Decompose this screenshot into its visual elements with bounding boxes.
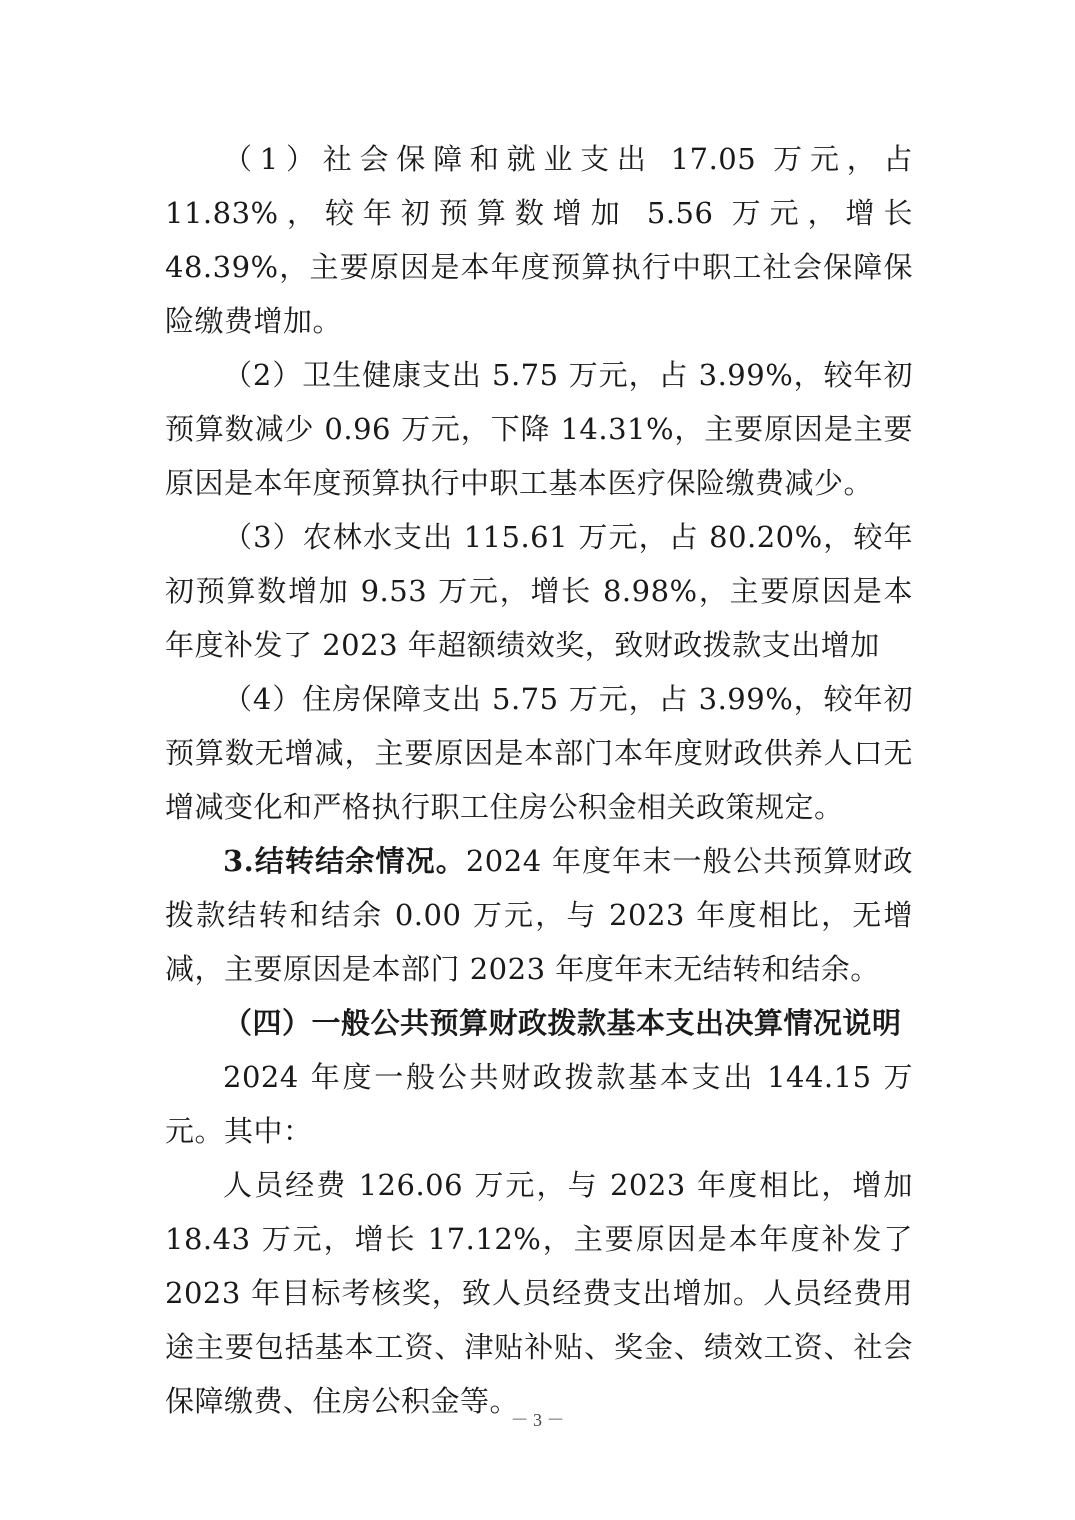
- paragraph-text: （4）住房保障支出 5.75 万元，占 3.99%，较年初预算数无增减，主要原因是本部门本年度财政供养人口无增减变化和严格执行职工住房公积金相关政策规定。: [165, 682, 913, 824]
- paragraph-social-security: [165, 132, 913, 348]
- page-number: － 3 －: [510, 1410, 565, 1430]
- paragraph-housing: [165, 672, 913, 834]
- paragraph-text: （3）农林水支出 115.61 万元，占 80.20%，较年初预算数增加 9.53 万元，增长 8.98%，主要原因是本年度补发了 2023 年超额绩效奖，致财政拨款支出增加: [165, 520, 913, 662]
- paragraph-text: （1）社会保障和就业支出 17.05 万元，占 11.83%，较年初预算数增加 5.56 万元，增长 48.39%，主要原因是本年度预算执行中职工社会保障保险缴费增加。: [165, 142, 913, 338]
- paragraph-agriculture: [165, 510, 913, 672]
- paragraph-lead: 3.结转结余情况。: [223, 844, 466, 878]
- paragraph-text: 2024 年度一般公共财政拨款基本支出 144.15 万元。其中：: [165, 1060, 913, 1148]
- paragraph-text: 2024 年度年末一般公共预算财政拨款结转和结余 0.00 万元，与 2023 年度相比，无增减，主要原因是本部门 2023 年度年末无结转和结余。: [165, 844, 913, 986]
- paragraph-basic-expenditure: [165, 1050, 913, 1158]
- paragraph-text: 人员经费 126.06 万元，与 2023 年度相比，增加 18.43 万元，增长 17.12%，主要原因是本年度补发了 2023 年目标考核奖，致人员经费支出增加。人员经费用途主要包括基本工资、津贴补贴、奖金、绩效工资、社会保障缴费、住房公积金等。: [165, 1168, 913, 1418]
- paragraph-personnel-expenses: [165, 1158, 913, 1428]
- section-heading: （四）一般公共预算财政拨款基本支出决算情况说明: [223, 1006, 902, 1040]
- paragraph-text: （2）卫生健康支出 5.75 万元，占 3.99%，较年初预算数减少 0.96 万元，下降 14.31%，主要原因是主要原因是本年度预算执行中职工基本医疗保险缴费减少。: [165, 358, 913, 500]
- paragraph-health: [165, 348, 913, 510]
- page-body: [165, 132, 913, 1428]
- paragraph-carryover: [165, 834, 913, 996]
